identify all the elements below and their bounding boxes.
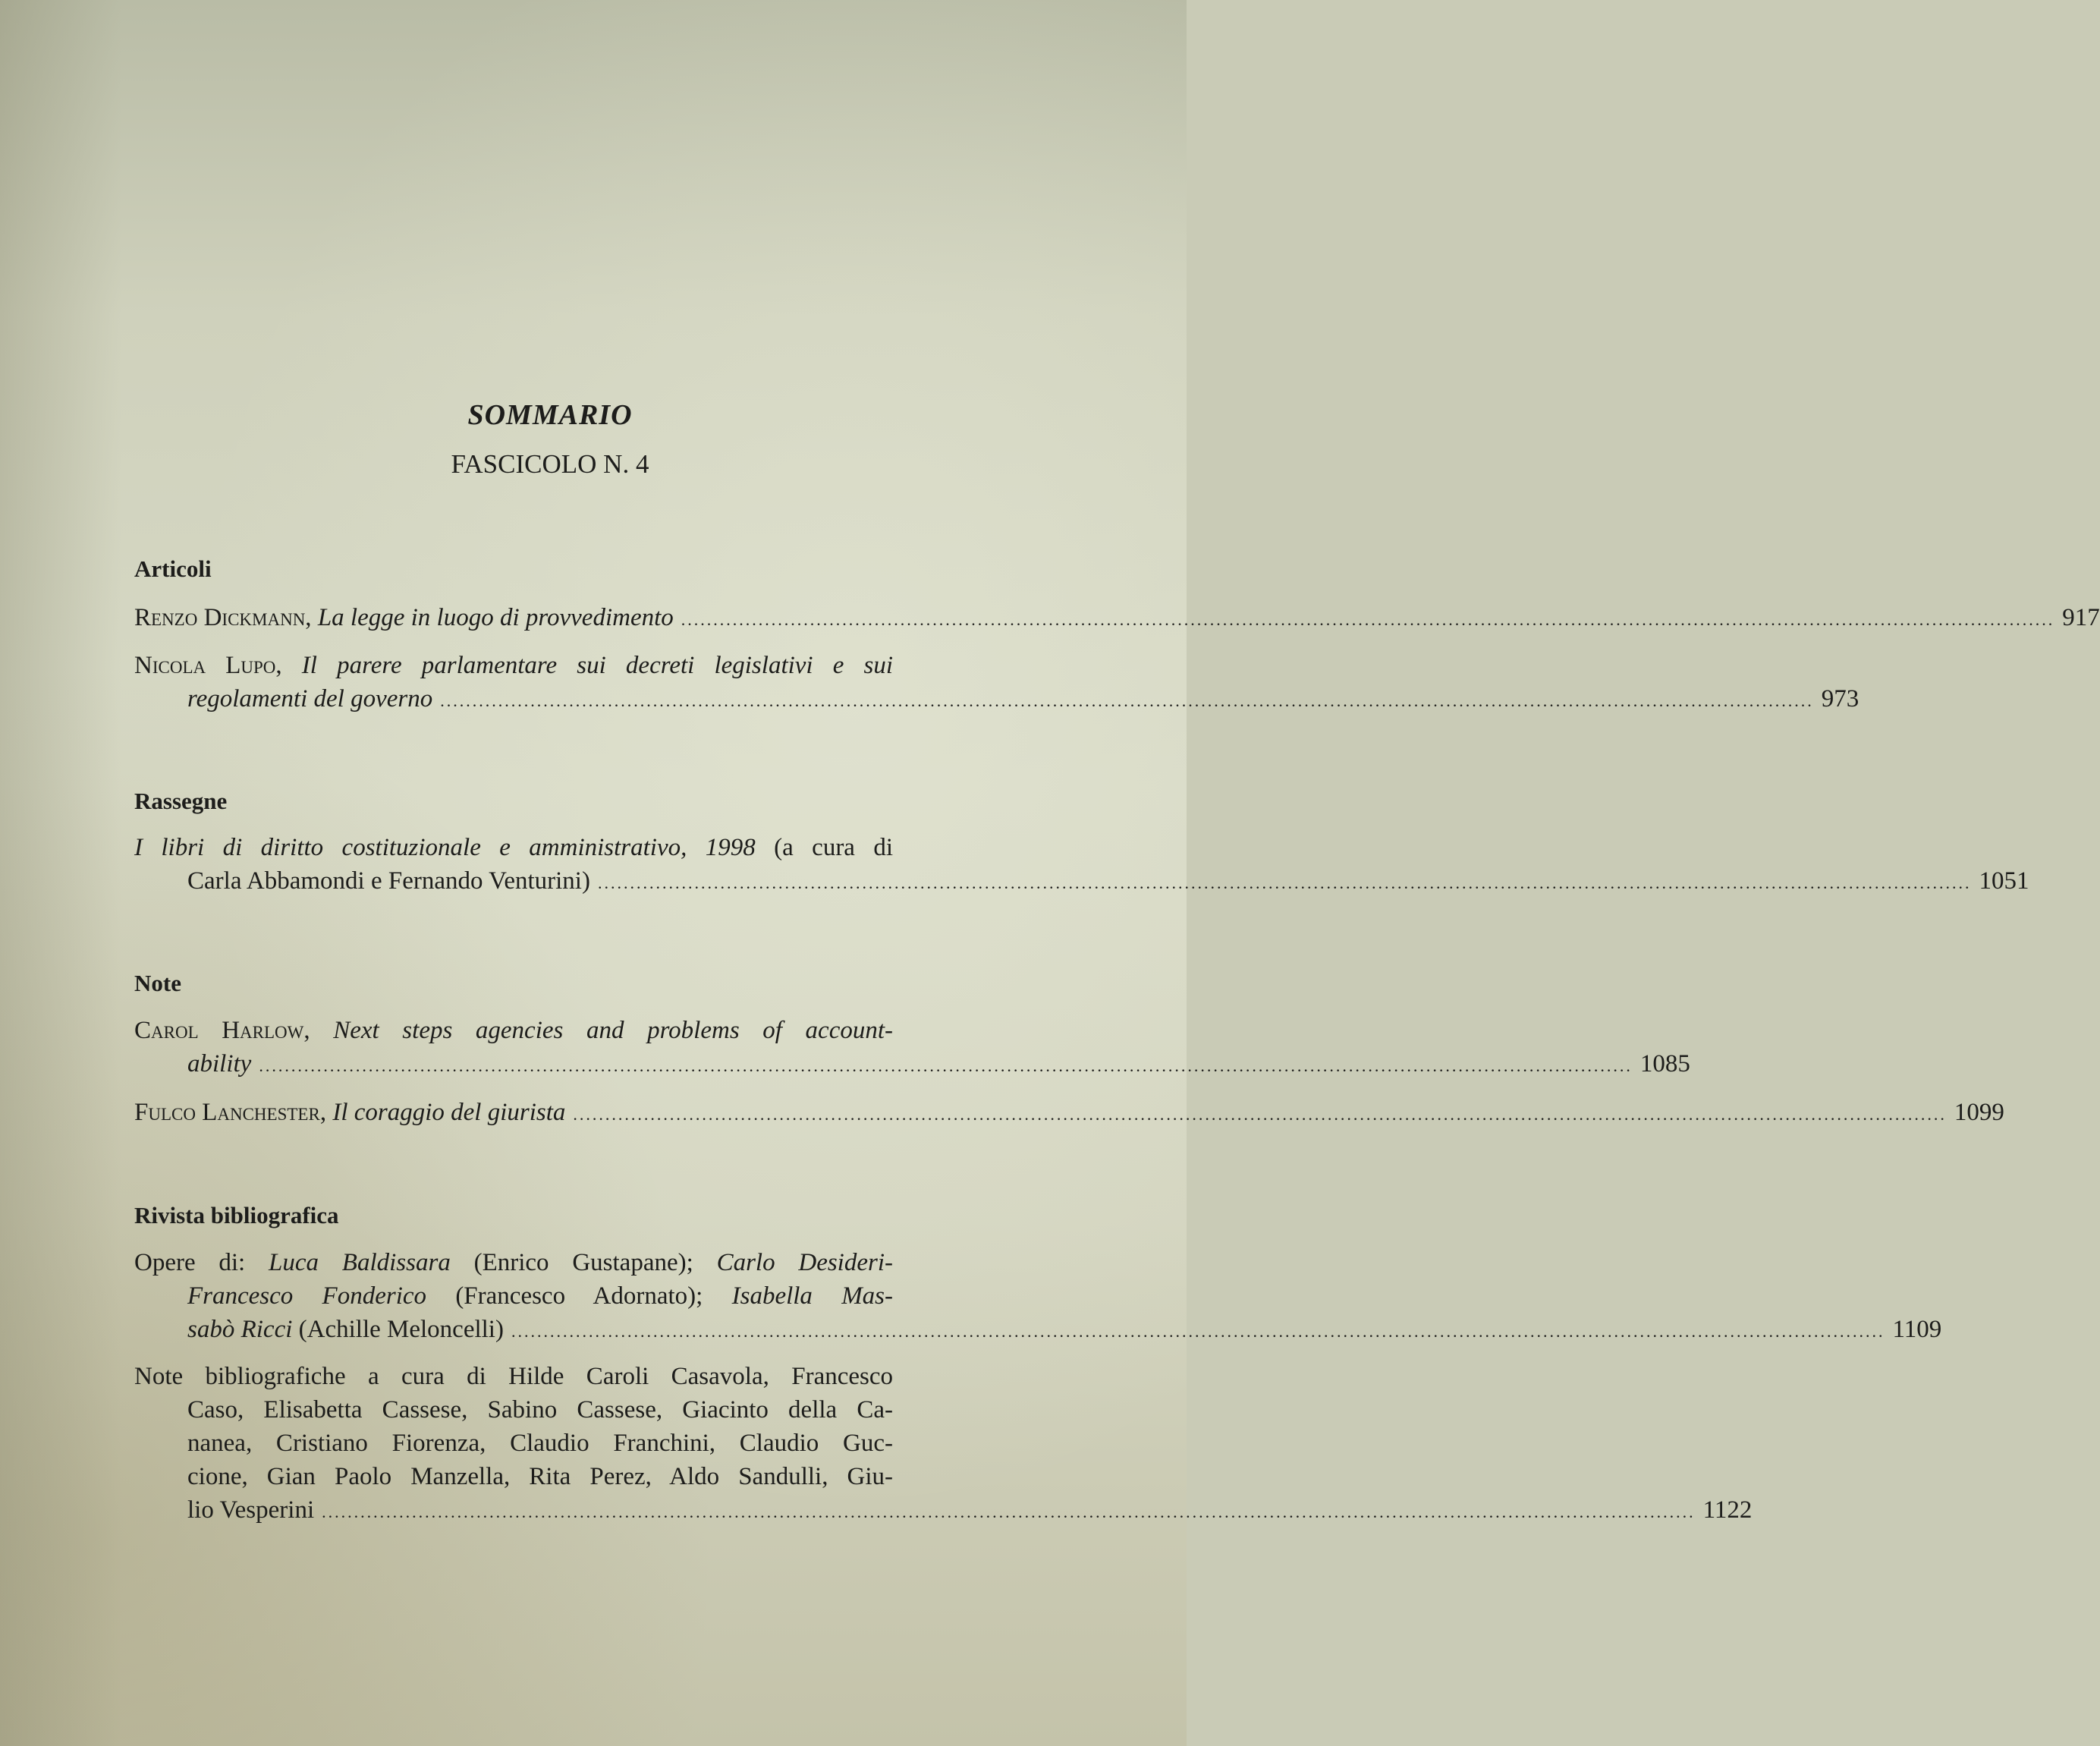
dot-leader: ..................................................................................................................................................................................................................... <box>597 873 1972 892</box>
entry-author: Renzo Dickmann, <box>134 604 312 631</box>
toc-line: cione, Gian Paolo Manzella, Rita Perez, Aldo Sandulli, Giu- <box>187 1463 893 1490</box>
issue-subtitle: FASCICOLO N. 4 <box>451 449 649 479</box>
toc-entry-harlow <box>134 1014 1690 1081</box>
entry-text: lio Vesperini <box>187 1496 315 1524</box>
toc-entry-libri <box>134 831 2029 898</box>
entry-editor-note: (a cura di <box>774 834 894 861</box>
toc-line: Note bibliografiche a cura di Hilde Caroli Casavola, Francesco <box>134 1363 893 1390</box>
entry-reviewer: (Enrico Gustapane); <box>473 1249 693 1276</box>
toc-entry-lupo <box>134 649 1860 716</box>
toc-line <box>134 649 893 682</box>
toc-line <box>134 1313 1942 1346</box>
entry-prefix: Opere di: <box>134 1249 246 1276</box>
section-title-articoli: Articoli <box>134 555 212 582</box>
section-title-rassegne: Rassegne <box>134 788 228 814</box>
toc-line <box>134 601 2100 634</box>
entry-page-number: 1051 <box>1979 867 2029 895</box>
toc-line <box>134 1047 1690 1081</box>
page-title: SOMMARIO <box>467 399 633 431</box>
dot-leader: ..................................................................................................................................................................................................................... <box>259 1056 1633 1075</box>
entry-author: Nicola Lupo, <box>134 652 282 679</box>
toc-line <box>134 682 1860 716</box>
entry-title: Il coraggio del giurista <box>332 1099 566 1126</box>
entry-title: I libri di diritto costituzionale e amministrativo, 1998 <box>134 834 756 861</box>
entry-page-number: 917 <box>2062 604 2100 631</box>
toc-entry-opere <box>134 1246 1942 1346</box>
toc-line <box>134 1493 1753 1527</box>
entry-title: Next steps agencies and problems of account- <box>333 1017 893 1044</box>
entry-reviewer: (Achille Meloncelli) <box>298 1316 504 1343</box>
toc-entry-dickmann <box>134 601 2100 634</box>
dot-leader: ..................................................................................................................................................................................................................... <box>573 1105 1947 1124</box>
entry-page-number: 1085 <box>1639 1050 1690 1077</box>
toc-line: nanea, Cristiano Fiorenza, Claudio Franchini, Claudio Guc- <box>187 1430 893 1457</box>
entry-work: Carlo Desideri- <box>716 1249 893 1276</box>
entry-work: Luca Baldissara <box>269 1249 451 1276</box>
toc-line <box>134 1014 893 1047</box>
entry-page-number: 1109 <box>1892 1316 1942 1343</box>
entry-page-number: 973 <box>1821 685 1860 713</box>
section-title-rivista: Rivista bibliografica <box>134 1202 339 1228</box>
dot-leader: ..................................................................................................................................................................................................................... <box>322 1502 1696 1521</box>
toc-line <box>134 864 2029 898</box>
entry-reviewer: (Francesco Adornato); <box>455 1282 703 1310</box>
dot-leader: ..................................................................................................................................................................................................................... <box>440 691 1814 710</box>
entry-page-number: 1099 <box>1954 1099 2004 1126</box>
toc-entry-lanchester <box>134 1096 2004 1129</box>
entry-work: Francesco Fonderico <box>187 1282 427 1310</box>
toc-line <box>134 1246 893 1279</box>
toc-line <box>134 831 893 864</box>
entry-title: La legge in luogo di provvedimento <box>317 604 674 631</box>
entry-work: sabò Ricci <box>187 1316 293 1343</box>
toc-entry-note-bibliografiche <box>134 1360 1753 1527</box>
toc-line <box>134 1096 2004 1129</box>
entry-title-continued: regolamenti del governo <box>187 685 433 713</box>
dot-leader: ..................................................................................................................................................................................................................... <box>511 1322 1885 1341</box>
entry-author: Fulco Lanchester, <box>134 1099 327 1126</box>
toc-line <box>134 1279 893 1313</box>
entry-title: Il parere parlamentare sui decreti legislativi e sui <box>301 652 894 679</box>
entry-page-number: 1122 <box>1702 1496 1753 1524</box>
section-title-note: Note <box>134 970 181 996</box>
entry-title-continued: ability <box>187 1050 252 1077</box>
entry-work: Isabella Mas- <box>731 1282 894 1310</box>
toc-line: Caso, Elisabetta Cassese, Sabino Cassese, Giacinto della Ca- <box>187 1396 893 1424</box>
page-shadow <box>0 0 121 1746</box>
entry-editors: Carla Abbamondi e Fernando Venturini) <box>187 867 590 895</box>
dot-leader: ..................................................................................................................................................................................................................... <box>681 610 2055 629</box>
entry-author: Carol Harlow, <box>134 1017 310 1044</box>
